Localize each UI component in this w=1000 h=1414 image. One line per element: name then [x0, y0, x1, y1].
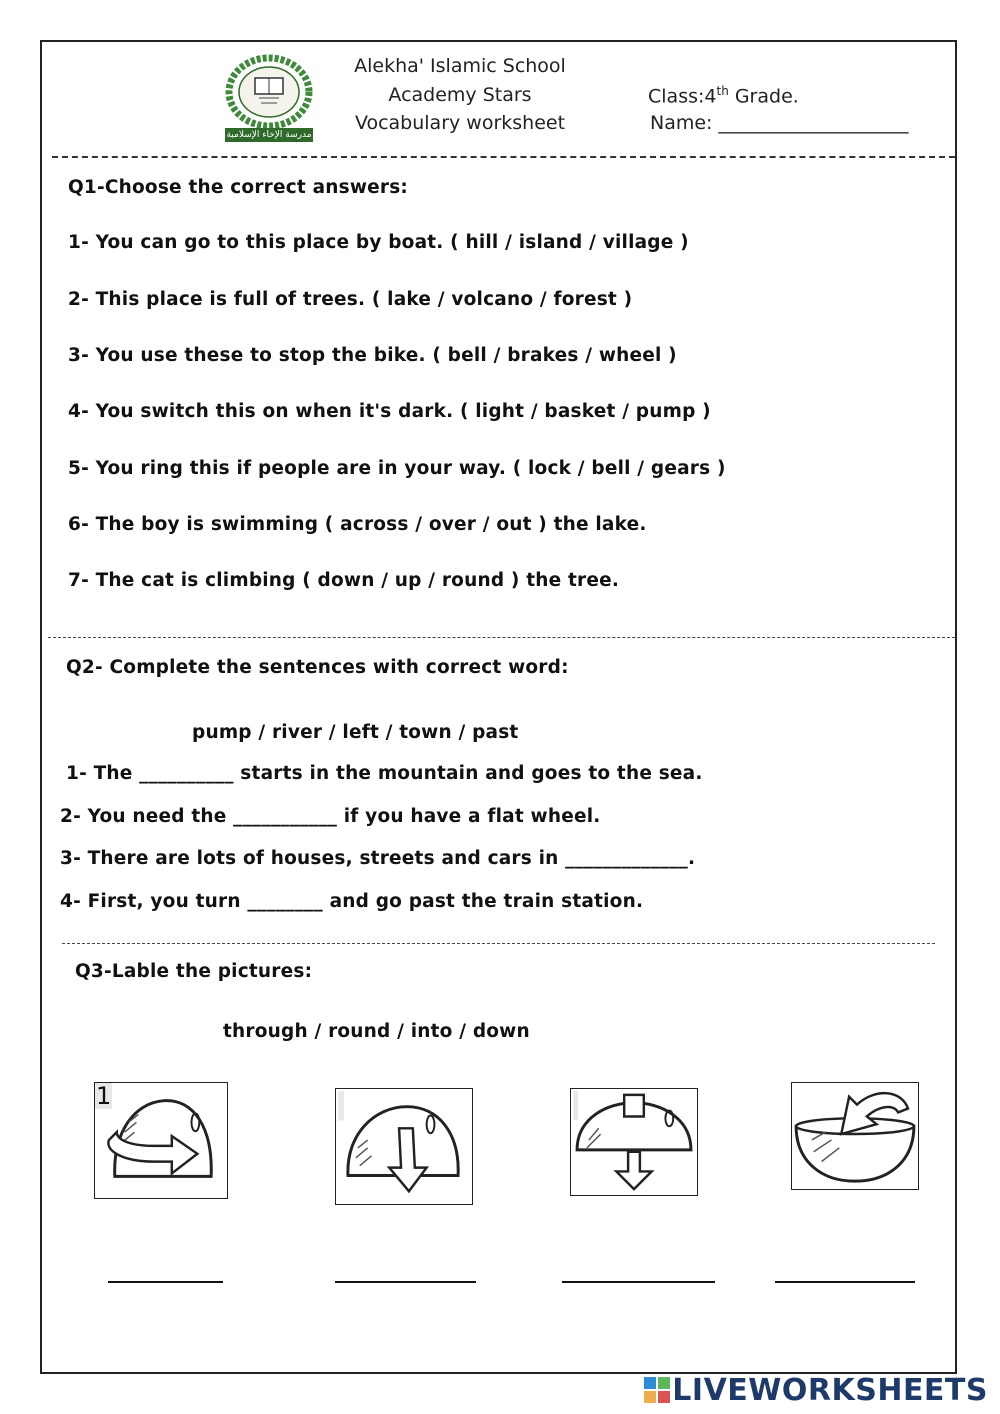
q1-title: Q1-Choose the correct answers: — [68, 177, 409, 198]
q2-word-bank: pump / river / left / town / past — [192, 722, 519, 743]
liveworksheets-watermark — [644, 1373, 988, 1408]
divider-2 — [48, 637, 955, 638]
down-arrow-picture — [335, 1088, 473, 1205]
watermark-text: LIVEWORKSHEETS — [672, 1373, 988, 1408]
divider-1 — [52, 156, 955, 158]
into-arrow-picture — [791, 1082, 919, 1190]
hemisphere-through-icon — [571, 1089, 697, 1195]
q2-item[interactable]: 1- The __________ starts in the mountain and goes to the sea. — [66, 763, 703, 784]
q2-item[interactable]: 4- First, you turn ________ and go past the train station. — [60, 891, 644, 912]
divider-3 — [62, 943, 935, 944]
q1-item[interactable]: 1- You can go to this place by boat. ( hill / island / village ) — [68, 232, 689, 253]
hemisphere-round-icon — [95, 1083, 227, 1198]
answer-line-4[interactable] — [775, 1281, 915, 1283]
hemisphere-down-icon — [336, 1089, 472, 1204]
q2-item[interactable]: 2- You need the ___________ if you have a flat wheel. — [60, 806, 601, 827]
q1-item[interactable]: 7- The cat is climbing ( down / up / round ) the tree. — [68, 570, 620, 591]
round-arrow-picture — [94, 1082, 228, 1199]
school-name: Alekha' Islamic School — [354, 55, 566, 77]
q1-item[interactable]: 6- The boy is swimming ( across / over / out ) the lake. — [68, 514, 647, 535]
class-superscript: th — [716, 84, 729, 98]
answer-line-2[interactable] — [335, 1281, 476, 1283]
q2-item[interactable]: 3- There are lots of houses, streets and cars in _____________. — [60, 848, 696, 869]
picture-number: 1 — [96, 1082, 112, 1110]
q1-item[interactable]: 5- You ring this if people are in your way. ( lock / bell / gears ) — [68, 458, 726, 479]
q3-title: Q3-Lable the pictures: — [75, 961, 313, 982]
class-suffix: Grade. — [728, 85, 799, 108]
class-label — [648, 84, 799, 107]
class-prefix: Class:4 — [648, 85, 717, 108]
liveworksheets-logo-icon — [644, 1377, 670, 1403]
school-logo — [219, 54, 319, 144]
name-field[interactable]: Name: ____________________ — [650, 112, 909, 134]
q1-item[interactable]: 3- You use these to stop the bike. ( bell / brakes / wheel ) — [68, 345, 677, 366]
answer-line-1[interactable] — [108, 1281, 223, 1283]
answer-line-3[interactable] — [562, 1281, 715, 1283]
bowl-into-icon — [792, 1083, 918, 1189]
logo-caption: مدرسة الإخاء الإسلامية — [226, 130, 312, 140]
worksheet-title: Vocabulary worksheet — [354, 112, 566, 134]
q1-item[interactable]: 2- This place is full of trees. ( lake / volcano / forest ) — [68, 289, 633, 310]
through-arrow-picture — [570, 1088, 698, 1196]
program-name: Academy Stars — [388, 84, 532, 106]
q2-title: Q2- Complete the sentences with correct word: — [66, 657, 569, 678]
q3-word-bank: through / round / into / down — [223, 1021, 530, 1042]
q1-item[interactable]: 4- You switch this on when it's dark. ( light / basket / pump ) — [68, 401, 711, 422]
